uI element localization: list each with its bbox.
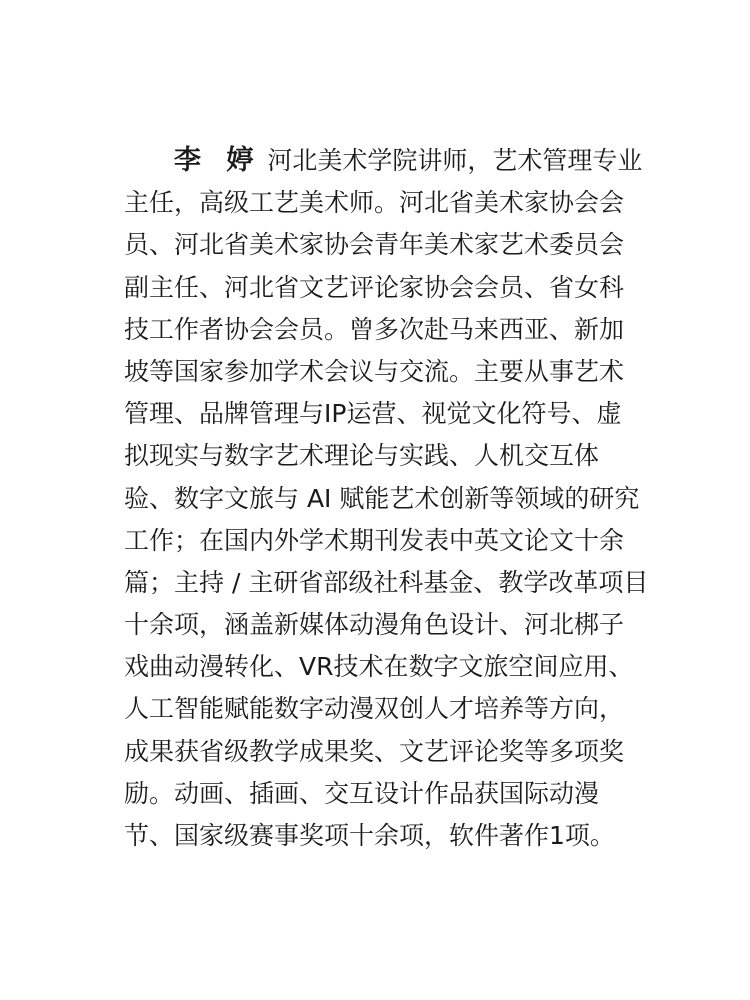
bio-line: 励。动画、插画、交互设计作品获国际动漫 [124,778,600,808]
bio-line: 拟现实与数字艺术理论与实践、人机交互体 [124,441,600,471]
bio-line: 员、河北省美术家协会青年美术家艺术委员会 [124,230,625,260]
bio-line [124,140,644,182]
bio-line: 技工作者协会会员。曾多次赴马来西亚、新加 [124,314,625,344]
author-name: 李 婷 [174,145,262,176]
bio-line: 成果获省级教学成果奖、文艺评论奖等多项奖 [124,736,625,766]
bio-line: 坡等国家参加学术会议与交流。主要从事艺术 [124,356,625,386]
bio-line: 人工智能赋能数字动漫双创人才培养等方向， [124,694,625,724]
bio-line: 戏曲动漫转化、VR技术在数字文旅空间应用、 [124,652,634,682]
bio-line: 副主任、河北省文艺评论家协会会员、省女科 [124,272,625,302]
bio-line: 十余项，涵盖新媒体动漫角色设计、河北梆子 [124,610,625,640]
bio-line: 管理、品牌管理与IP运营、视觉文化符号、虚 [124,399,622,429]
bio-line: 主任，高级工艺美术师。河北省美术家协会会 [124,188,625,218]
bio-line: 验、数字文旅与 AI 赋能艺术创新等领域的研究 [124,483,640,513]
bio-line: 篇；主持 / 主研省部级社科基金、教学改革项目 [124,567,649,597]
bio-line: 节、国家级赛事奖项十余项，软件著作1项。 [124,821,615,850]
bio-line-text: 河北美术学院讲师，艺术管理专业 [267,146,643,175]
bio-paragraph [124,140,649,857]
bio-line: 工作；在国内外学术期刊发表中英文论文十余 [124,525,625,555]
